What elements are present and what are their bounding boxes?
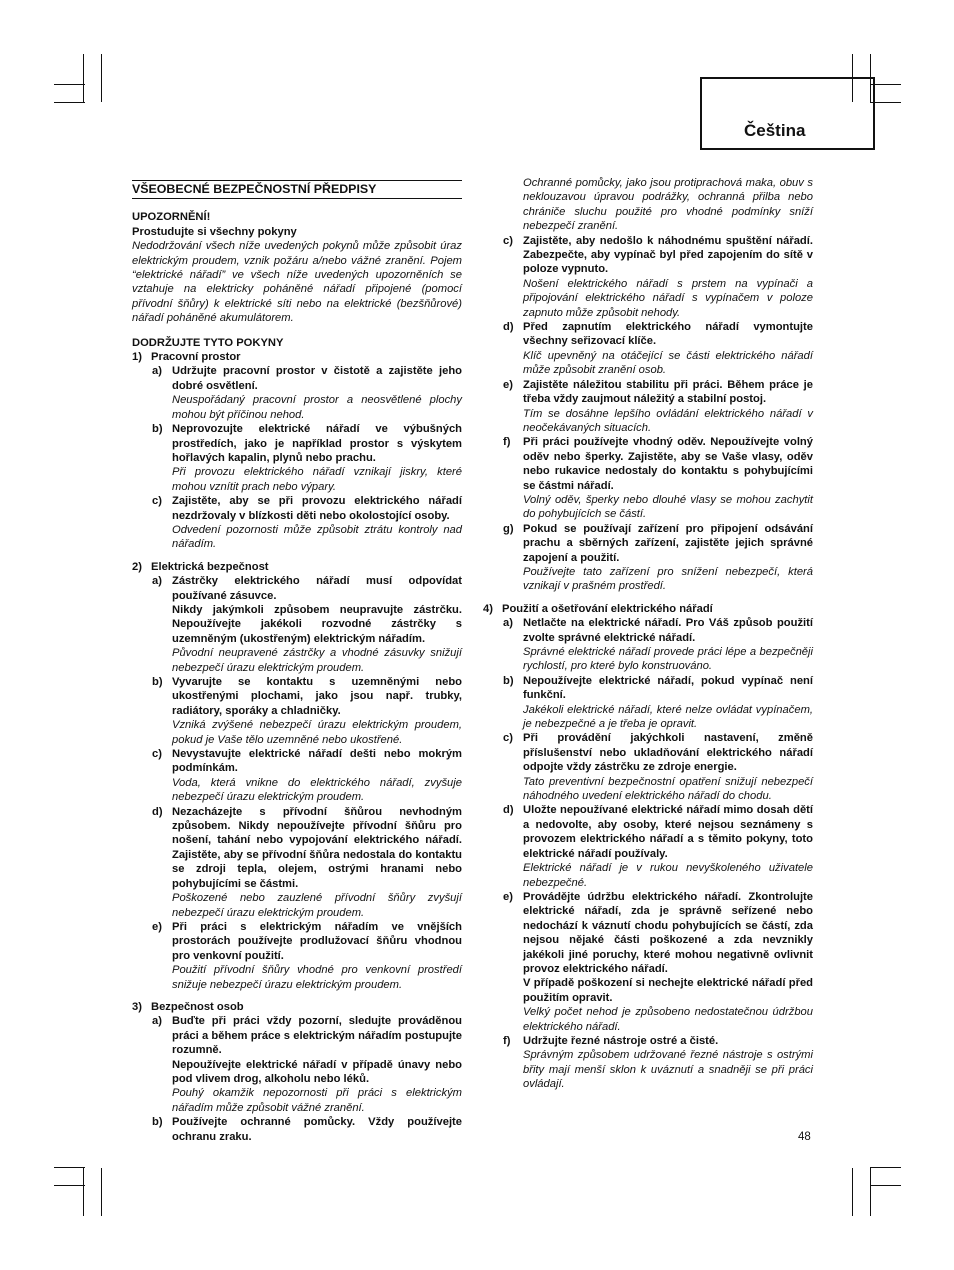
list-item: a) Netlačte na elektrické nářadí. Pro Váš způsob použití zvolte správné elektrické nářadí. Správné elektrické nářadí provede práci lépe a bezpečněji rychlostí, pro které bylo konstruováno. bbox=[503, 617, 813, 673]
crop-mark bbox=[870, 1167, 901, 1168]
list-item: b) Vyvarujte se kontaktu s uzemněnými nebo ukostřenými plochami, jako jsou např. trubky, radiátory, sporáky a chladničky. Vzniká zvýšené nebezpečí úrazu elektrickým proudem, pokud je Vaše tělo uzemněné nebo ukostřené. bbox=[152, 676, 462, 746]
crop-mark bbox=[54, 1185, 85, 1186]
section-3-title: 3) Bezpečnost osob bbox=[132, 1000, 244, 1013]
list-item: b) Neprovozujte elektrické nářadí ve výbušných prostředích, jako je například prostor s výskytem hořlavých kapalin, plynů nebo prachu. Při provozu elektrického nářadí vznikají jiskry, které mohou vznítit prach nebo výpary. bbox=[152, 423, 462, 493]
list-item: f) Udržujte řezné nástroje ostré a čisté. Správným způsobem udržované řezné nástroje s ostrými břity mají menší sklon k uváznutí a snadněji se při práci ovládají. bbox=[503, 1034, 813, 1091]
language-label: Čeština bbox=[744, 121, 806, 140]
crop-mark bbox=[54, 84, 85, 85]
section-2-title: 2) Elektrická bezpečnost bbox=[132, 560, 269, 573]
list-item: c) Při provádění jakýchkoli nastavení, změně příslušenství nebo ukladňování elektrického nářadí odpojte vždy zástrčku ze zdroje energie. Tato preventivní bezpečnostní opatření snižují nebezpečí náhodného uvedení elektrického nářadí do chodu. bbox=[503, 732, 813, 803]
crop-mark bbox=[852, 1168, 853, 1216]
right-column bbox=[483, 176, 813, 1092]
list-item: d) Uložte nepoužívané elektrické nářadí mimo dosah dětí a nedovolte, aby osoby, které nejsou seznámeny s provozem elektrického nářadí a s těmito pokyny, toto elektrické nářadí používaly. Elektrické nářadí je v rukou nevyškoleného uživatele nebezpečné. bbox=[503, 804, 813, 889]
intro-text: Nedodržování všech níže uvedených pokynů může způsobit úraz elektrickým proudem, vznik požáru a/nebo vážné zranění. Pojem “elektrické nářadí” ve všech níže uvedených upozorněních se vztahuje na elektricky poháněné nářadí připojené (pomocí přívodní šňůry) k elektrické síti nebo na elektrické (bezšňůrové) nářadí poháněné akumulátorem. bbox=[132, 240, 462, 325]
list-item: b) Nepoužívejte elektrické nářadí, pokud vypínač není funkční. Jakékoli elektrické nářadí, které nelze ovládat vypínačem, je nebezpečné a je třeba je opravit. bbox=[503, 674, 813, 731]
left-column bbox=[132, 180, 462, 1144]
read-instructions: Prostudujte si všechny pokyny bbox=[132, 225, 297, 238]
list-item: e) Zajistěte náležitou stabilitu při práci. Během práce je třeba vždy zaujmout náležitý a stabilní postoj. Tím se dosáhne lepšího ovládání elektrického nářadí v neočekávaných situacích. bbox=[503, 378, 813, 434]
list-item: f) Při práci používejte vhodný oděv. Nepoužívejte volný oděv nebo šperky. Zajistěte, aby se Vaše vlasy, oděv nebo rukavice nedostaly do kontaktu s pohybujícími se částmi nářadí. Volný oděv, šperky nebo dlouhé vlasy se mohou zachytit do pohybujících se částí. bbox=[503, 436, 813, 521]
list-item: Ochranné pomůcky, jako jsou protiprachová maka, obuv s neklouzavou úpravou podrážky, ochranná přilba nebo chrániče sluchu použité pro vhodné podmínky sníží nebezpečí zranění. bbox=[523, 177, 813, 233]
crop-mark bbox=[54, 1167, 85, 1168]
list-item: a) Udržujte pracovní prostor v čistotě a zajistěte jeho dobré osvětlení. Neuspořádaný pracovní prostor a neosvětlené plochy mohou být příčinou nehod. bbox=[152, 365, 462, 421]
language-box bbox=[700, 77, 875, 150]
list-item: d) Nezacházejte s přívodní šňůrou nevhodným způsobem. Nikdy nepoužívejte přívodní šňůru pro nošení, tahání nebo vypojování elektrického nářadí. Zajistěte, aby se přívodní šňůra nedostala do kontaktu se zdroji tepla, olejem, ostrými hranami nebo pohybujícími se částmi. Poškozené nebo zauzlené přívodní šňůry zvyšují nebezpečí úrazu elektrickým proudem. bbox=[152, 805, 462, 919]
section-heading: VŠEOBECNÉ BEZPEČNOSTNÍ PŘEDPISY bbox=[132, 180, 462, 199]
list-item: g) Pokud se používají zařízení pro připojení odsávání prachu a sběrných zařízení, zajistěte jejich správné zapojení a použití. Používejte tato zařízení pro snížení nebezpečí, která vznikají v prašném prostředí. bbox=[503, 522, 813, 593]
list-item: c) Nevystavujte elektrické nářadí dešti nebo mokrým podmínkám. Voda, která vnikne do elektrického nářadí, zvyšuje nebezpečí úrazu elektrickým proudem. bbox=[152, 748, 462, 804]
list-item: a) Buďte při práci vždy pozorní, sledujte prováděnou práci a během práce s elektrickým nářadím postupujte rozumně. Nepoužívejte elektrické nářadí v případě únavy nebo pod vlivem drog, alkoholu nebo léků. Pouhý okamžik nepozornosti při práci s elektrickým nářadím může způsobit vážné zranění. bbox=[152, 1015, 462, 1114]
crop-mark bbox=[870, 1168, 871, 1216]
page-number: 48 bbox=[798, 1131, 811, 1143]
crop-mark bbox=[83, 54, 84, 102]
list-item: b) Používejte ochranné pomůcky. Vždy používejte ochranu zraku. bbox=[152, 1116, 462, 1143]
list-item: e) Provádějte údržbu elektrického nářadí. Zkontrolujte elektrické nářadí, zda je správně seřízené nebo nedochází k váznutí chodu pohybujících se částí, zda nejsou nějaké části poškozené a zda nevznikly jakékoli jiné poruchy, které mohou negativně ovlivnit provoz elektrického nářadí. V případě poškození si nechejte elektrické nářadí před použitím opravit. Velký počet nehod je způsobeno nedostatečnou údržbou elektrického nářadí. bbox=[503, 890, 813, 1033]
list-item: a) Zástrčky elektrického nářadí musí odpovídat používané zásuvce. Nikdy jakýmkoli způsobem neupravujte zástrčku. Nepoužívejte jakékoli rozvodné zástrčky s uzemněným (ukostřeným) elektrickým nářadím. Původní neupravené zástrčky a vhodné zásuvky snižují nebezpečí úrazu elektrickým proudem. bbox=[152, 575, 462, 674]
list-item: d) Před zapnutím elektrického nářadí vymontujte všechny seřizovací klíče. Klíč upevněný na otáčející se části elektrického nářadí může způsobit zranění osob. bbox=[503, 321, 813, 377]
keep-heading: DODRŽUJTE TYTO POKYNY bbox=[132, 336, 284, 349]
warning-label: UPOZORNĚNÍ! bbox=[132, 211, 211, 224]
crop-mark bbox=[101, 1168, 102, 1216]
crop-mark bbox=[54, 102, 85, 103]
crop-mark bbox=[870, 1185, 901, 1186]
section-1-title: 1) Pracovní prostor bbox=[132, 351, 241, 364]
list-item: e) Při práci s elektrickým nářadím ve vnějších prostorách používejte prodlužovací šňůru vhodnou pro venkovní použití. Použití přívodní šňůry vhodné pro venkovní prostředí snižuje nebezpečí úrazu elektrickým proudem. bbox=[152, 920, 462, 991]
list-item: c) Zajistěte, aby nedošlo k náhodnému spuštění nářadí. Zabezpečte, aby vypínač byl před zapojením do sítě v poloze vypnuto. Nošení elektrického nářadí s prstem na vypínači a připojování elektrického nářadí s vypínačem v poloze zapnuto může způsobit nehody. bbox=[503, 234, 813, 319]
crop-mark bbox=[101, 54, 102, 102]
crop-mark bbox=[83, 1168, 84, 1216]
list-item: c) Zajistěte, aby se při provozu elektrického nářadí nezdržovaly v blízkosti děti nebo okolostojící osoby. Odvedení pozornosti může způsobit ztrátu kontroly nad nářadím. bbox=[152, 495, 462, 551]
section-4-title: 4) Použití a ošetřování elektrického nářadí bbox=[483, 602, 713, 615]
